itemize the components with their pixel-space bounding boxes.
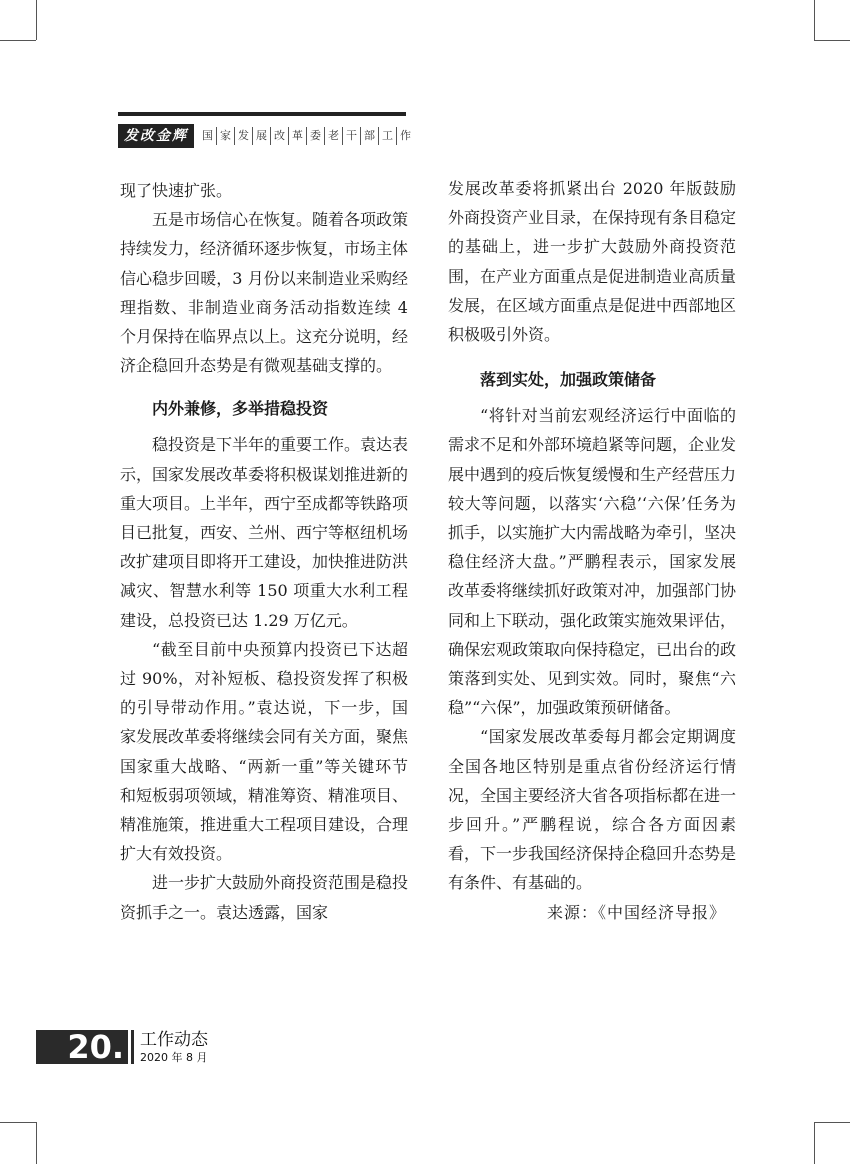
source-citation: 来源：《中国经济导报》 [546, 902, 726, 922]
crop-mark [0, 1122, 36, 1123]
header-subtitle-char: 改 [270, 127, 288, 145]
header-subtitle-char: 委 [306, 127, 324, 145]
right-column [448, 174, 736, 927]
header-subtitle-char: 部 [360, 127, 378, 145]
crop-mark [36, 1122, 37, 1164]
paragraph: “将针对当前宏观经济运行中面临的需求不足和外部环境趋紧等问题，企业发展中遇到的疫后恢复缓慢和生产经营压力较大等问题，以落实‘六稳’‘六保’任务为抓手，以实施扩大内需战略为牵引，坚决稳住经济大盘。”严鹏程表示，国家发展改革委将继续抓好政策对冲，加强部门协同和上下联动，强化政策实施效果评估，确保宏观政策取向保持稳定，已出台的政策落到实处、见到实效。同时，聚焦“六稳”“六保”，加强政策预研储备。 [448, 406, 737, 718]
footer-divider [131, 1030, 134, 1064]
crop-mark [0, 40, 36, 41]
header-rule [118, 112, 406, 116]
footer-date: 2020 年 8 月 [140, 1051, 208, 1064]
header-subtitle-char: 作 [396, 127, 414, 145]
paragraph: 进一步扩大鼓励外商投资范围是稳投资抓手之一。袁达透露，国家 [120, 873, 409, 922]
section-heading: 落到实处，加强政策储备 [480, 370, 657, 390]
section-heading: 内外兼修，多举措稳投资 [152, 399, 329, 419]
paragraph: 稳投资是下半年的重要工作。袁达表示，国家发展改革委将积极谋划推进新的重大项目。上半年，西宁至成都等铁路项目已批复，西安、兰州、西宁等枢纽机场改扩建项目即将开工建设，加快推进防洪减灾、智慧水利等 150 项重大水利工程建设，总投资已达 1.29 万亿元。 [120, 435, 409, 630]
left-column [120, 176, 408, 927]
header-subtitle-char: 革 [288, 127, 306, 145]
paragraph: 发展改革委将抓紧出台 2020 年版鼓励外商投资产业目录，在保持现有条目稳定的基础上，进一步扩大鼓励外商投资范围，在产业方面重点是促进制造业高质量发展，在区域方面重点是促进中西部地区积极吸引外资。 [448, 179, 737, 345]
header-subtitle-char: 发 [234, 127, 252, 145]
page-number: 20. [36, 1030, 128, 1064]
paragraph: 现了快速扩张。 [120, 181, 233, 200]
header-subtitle-char: 展 [252, 127, 270, 145]
crop-mark [36, 0, 37, 40]
crop-mark [814, 1122, 815, 1164]
header-subtitle-char: 老 [324, 127, 342, 145]
crop-mark [814, 40, 850, 41]
crop-mark [814, 0, 815, 40]
header-subtitle-char: 干 [342, 127, 360, 145]
header-subtitle [200, 127, 414, 145]
header-logo: 发改金辉 [118, 124, 194, 148]
header-subtitle-char: 国 [202, 129, 213, 142]
footer-title: 工作动态 [140, 1030, 208, 1050]
paragraph: “截至目前中央预算内投资已下达超过 90%，对补短板、稳投资发挥了积极的引导带动作用。”袁达说，下一步，国家发展改革委将继续会同有关方面，聚焦国家重大战略、“两新一重”等关键环节和短板弱项领域，精准筹资、精准项目、精准施策，推进重大工程项目建设，合理扩大有效投资。 [120, 639, 409, 864]
header-subtitle-char: 家 [216, 127, 234, 145]
paragraph: “国家发展改革委每月都会定期调度全国各地区特别是重点省份经济运行情况，全国主要经济大省各项指标都在进一步回升。”严鹏程说，综合各方面因素看，下一步我国经济保持企稳回升态势是有条件、有基础的。 [448, 727, 737, 893]
paragraph: 五是市场信心在恢复。随着各项政策持续发力，经济循环逐步恢复，市场主体信心稳步回暖，3 月份以来制造业采购经理指数、非制造业商务活动指数连续 4 个月保持在临界点以上。这充分说明，经济企稳回升态势是有微观基础支撑的。 [120, 210, 409, 376]
header-subtitle-char: 工 [378, 127, 396, 145]
crop-mark [814, 1122, 850, 1123]
